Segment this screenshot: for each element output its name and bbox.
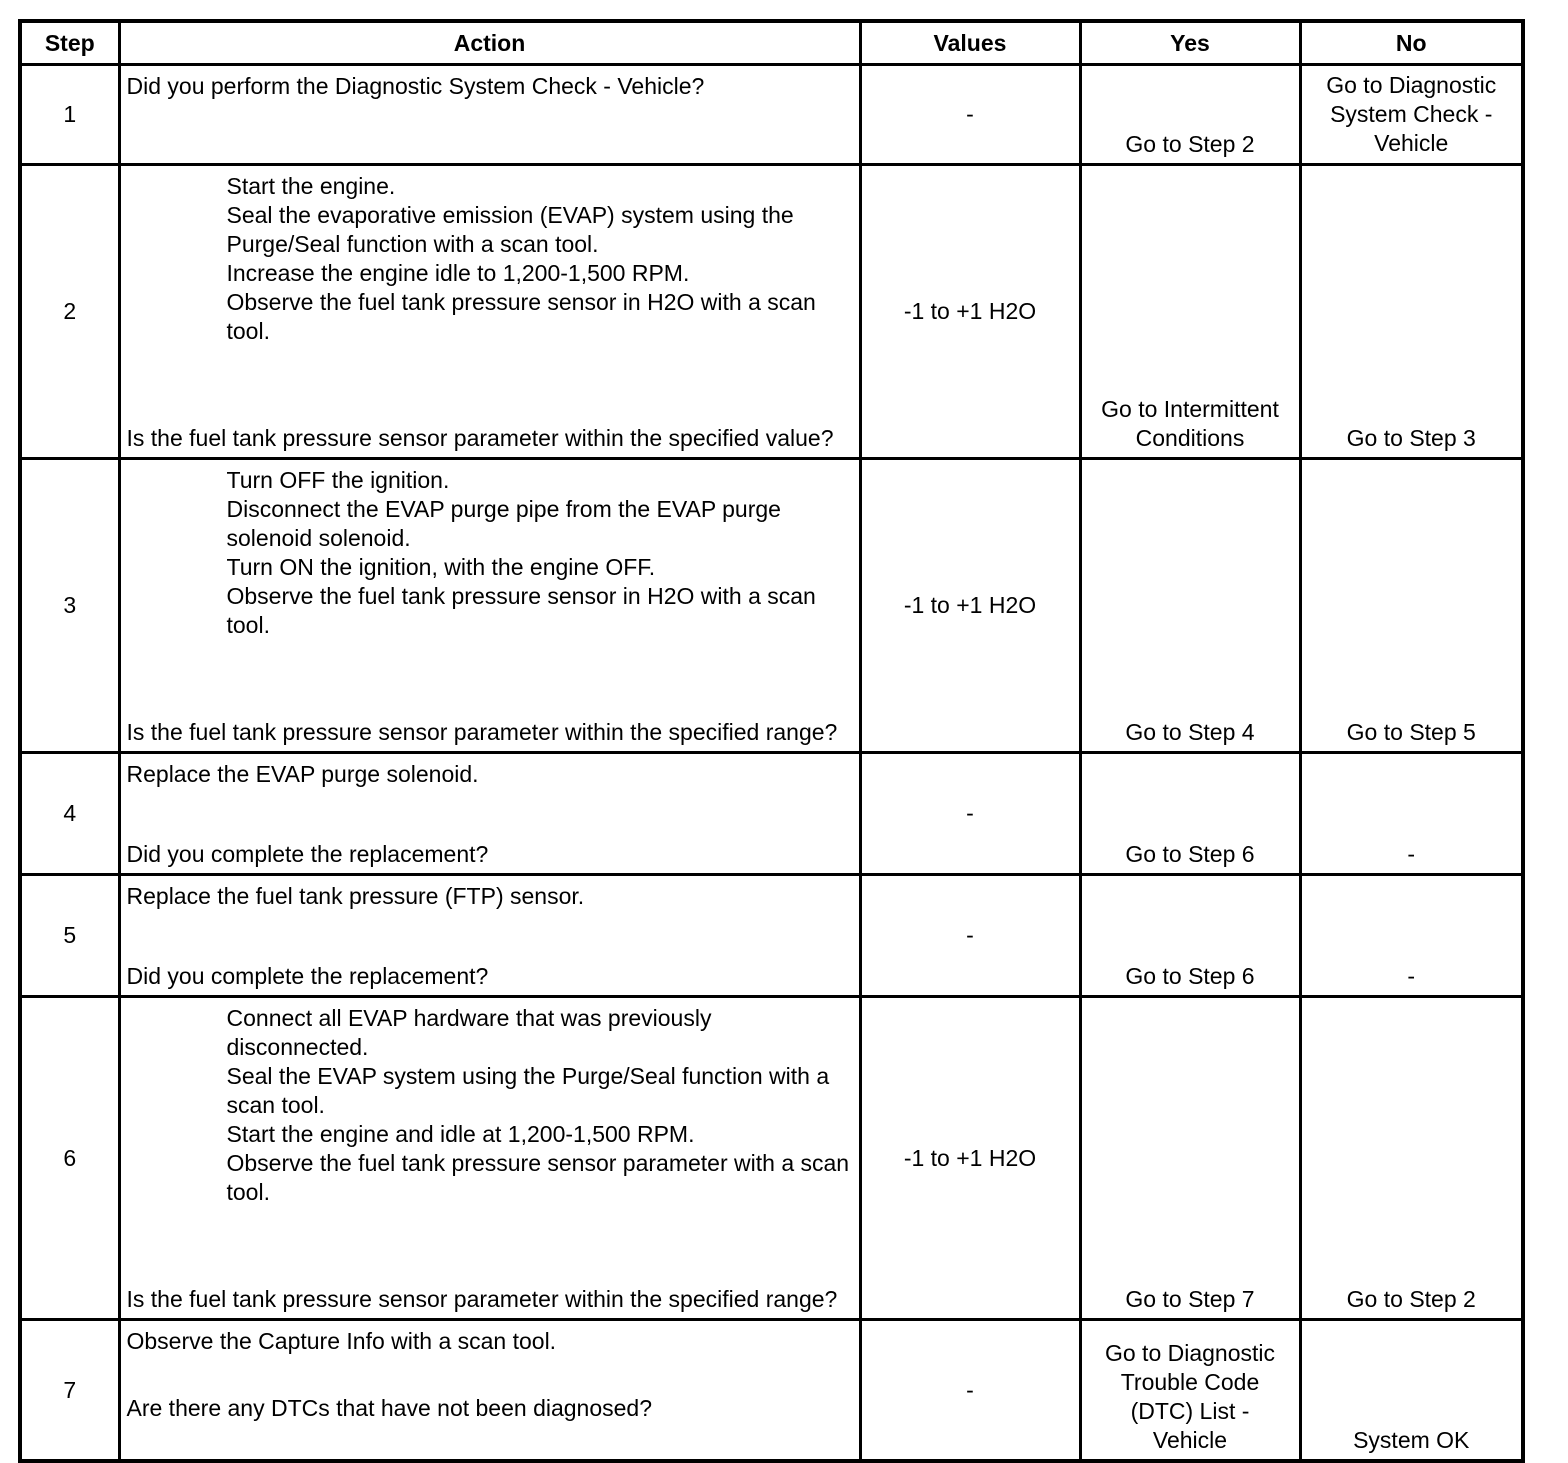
header-row <box>20 21 1523 65</box>
values-cell: - <box>860 65 1080 165</box>
action-cell <box>119 65 860 165</box>
no-cell: Go to Step 2 <box>1300 997 1523 1320</box>
values-cell: -1 to +1 H2O <box>860 459 1080 753</box>
no-cell: - <box>1300 875 1523 997</box>
header-action: Action <box>119 21 860 65</box>
substep-item: Seal the EVAP system using the Purge/Seal function with a scan tool. <box>226 1063 830 1118</box>
action-intro: Did you perform the Diagnostic System Check - Vehicle? <box>126 73 705 99</box>
no-cell: - <box>1300 753 1523 875</box>
substep-item: Increase the engine idle to 1,200-1,500 RPM. <box>226 260 690 286</box>
substep-list <box>127 1004 853 1207</box>
action-question: Is the fuel tank pressure sensor parameter within the specified range? <box>126 719 838 745</box>
action-question: Are there any DTCs that have not been diagnosed? <box>126 1395 653 1421</box>
values-cell: - <box>860 753 1080 875</box>
header-values: Values <box>860 21 1080 65</box>
substep-item: Turn OFF the ignition. <box>226 467 450 493</box>
step-number: 3 <box>20 459 119 753</box>
action-question: Did you complete the replacement? <box>126 841 489 867</box>
table-row <box>20 459 1523 753</box>
diagnostic-table <box>18 19 1525 1463</box>
yes-cell: Go to Step 7 <box>1080 997 1300 1320</box>
table-row <box>20 65 1523 165</box>
substep-item: Connect all EVAP hardware that was previously disconnected. <box>226 1005 712 1060</box>
substep-item: Disconnect the EVAP purge pipe from the EVAP purge solenoid solenoid. <box>226 496 781 551</box>
step-number: 4 <box>20 753 119 875</box>
yes-cell: Go to Step 6 <box>1080 753 1300 875</box>
action-intro: Observe the Capture Info with a scan tool. <box>126 1328 557 1354</box>
step-number: 5 <box>20 875 119 997</box>
substep-item: Turn ON the ignition, with the engine OFF. <box>226 554 656 580</box>
table-row <box>20 753 1523 875</box>
substep-list <box>127 172 853 346</box>
table-row <box>20 1320 1523 1462</box>
no-cell: Go to Step 5 <box>1300 459 1523 753</box>
step-number: 6 <box>20 997 119 1320</box>
action-cell <box>119 459 860 753</box>
action-cell <box>119 875 860 997</box>
header-no: No <box>1300 21 1523 65</box>
values-cell: -1 to +1 H2O <box>860 165 1080 459</box>
action-question: Is the fuel tank pressure sensor parameter within the specified range? <box>126 1286 838 1312</box>
yes-cell: Go to Intermittent Conditions <box>1080 165 1300 459</box>
step-number: 2 <box>20 165 119 459</box>
step-number: 7 <box>20 1320 119 1462</box>
values-cell: - <box>860 875 1080 997</box>
header-yes: Yes <box>1080 21 1300 65</box>
table-row <box>20 997 1523 1320</box>
table-row <box>20 875 1523 997</box>
no-cell: System OK <box>1300 1320 1523 1462</box>
table-row <box>20 165 1523 459</box>
action-intro: Replace the EVAP purge solenoid. <box>126 761 479 787</box>
values-cell: - <box>860 1320 1080 1462</box>
action-cell <box>119 997 860 1320</box>
action-question: Did you complete the replacement? <box>126 963 489 989</box>
yes-cell: Go to Diagnostic Trouble Code (DTC) List - Vehicle <box>1080 1320 1300 1462</box>
substep-list <box>127 466 853 640</box>
yes-cell: Go to Step 2 <box>1080 65 1300 165</box>
action-cell <box>119 165 860 459</box>
yes-cell: Go to Step 4 <box>1080 459 1300 753</box>
values-cell: -1 to +1 H2O <box>860 997 1080 1320</box>
action-cell <box>119 753 860 875</box>
no-cell: Go to Diagnostic System Check - Vehicle <box>1300 65 1523 165</box>
substep-item: Observe the fuel tank pressure sensor parameter with a scan tool. <box>226 1150 850 1205</box>
substep-item: Start the engine and idle at 1,200-1,500 RPM. <box>226 1121 695 1147</box>
yes-cell: Go to Step 6 <box>1080 875 1300 997</box>
action-cell <box>119 1320 860 1462</box>
header-step: Step <box>20 21 119 65</box>
no-cell: Go to Step 3 <box>1300 165 1523 459</box>
substep-item: Observe the fuel tank pressure sensor in H2O with a scan tool. <box>226 583 816 638</box>
substep-item: Seal the evaporative emission (EVAP) system using the Purge/Seal function with a scan tool. <box>226 202 794 257</box>
substep-item: Observe the fuel tank pressure sensor in H2O with a scan tool. <box>226 289 816 344</box>
action-question: Is the fuel tank pressure sensor parameter within the specified value? <box>126 425 834 451</box>
substep-item: Start the engine. <box>226 173 396 199</box>
step-number: 1 <box>20 65 119 165</box>
action-intro: Replace the fuel tank pressure (FTP) sensor. <box>126 883 585 909</box>
